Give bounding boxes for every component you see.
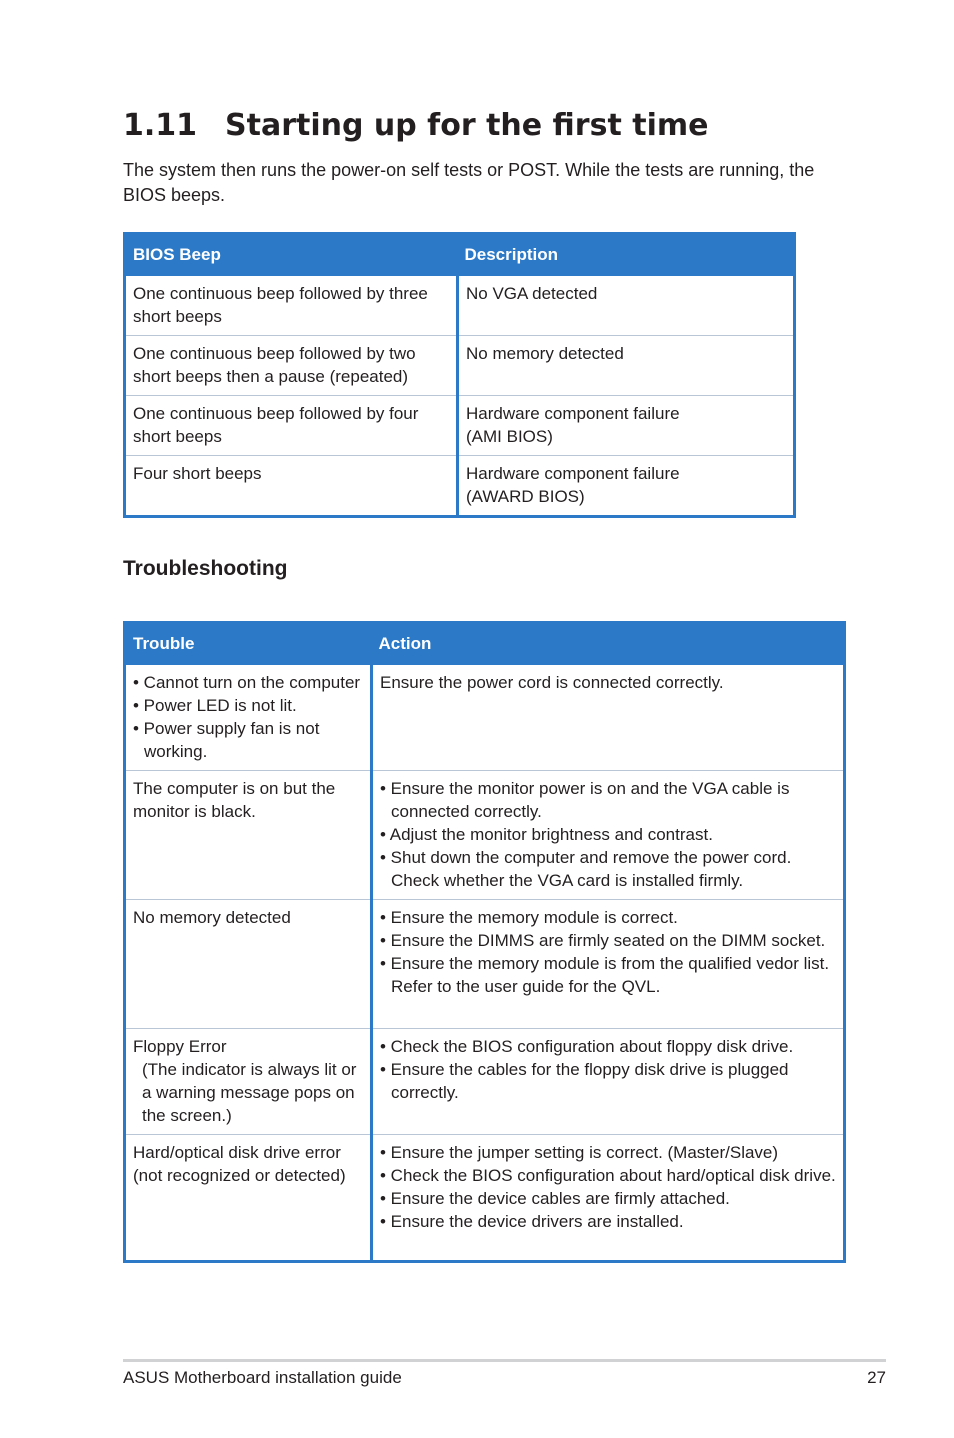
bullet-item: • Ensure the jumper setting is correct. (Master/Slave) (380, 1143, 779, 1162)
cell-line: One continuous beep followed by four (133, 404, 419, 423)
description-cell (458, 456, 795, 517)
bullet-item: • Ensure the cables for the floppy disk drive is plugged correctly. (380, 1060, 789, 1102)
table-row (125, 396, 795, 456)
cell-line: short beeps (133, 307, 222, 326)
cell-line: One continuous beep followed by two (133, 344, 416, 363)
troubleshooting-table (123, 621, 846, 1263)
table-row (125, 1029, 845, 1135)
table-row (125, 456, 795, 517)
bullet-item: • Ensure the device drivers are installed. (380, 1212, 684, 1231)
description-cell (458, 275, 795, 336)
cell-line: (AMI BIOS) (466, 427, 553, 446)
table-row (125, 900, 845, 1029)
bullet-item: • Power LED is not lit. (133, 696, 297, 715)
cell-line: Ensure the power cord is connected correctly. (380, 673, 724, 692)
beep-cell (125, 336, 458, 396)
footer-divider (123, 1359, 886, 1362)
trouble-cell (125, 1029, 372, 1135)
cell-line: (The indicator is always lit or a warning message pops on the screen.) (142, 1060, 357, 1125)
cell-line: (AWARD BIOS) (466, 487, 585, 506)
cell-line: monitor is black. (133, 802, 256, 821)
trouble-cell (125, 664, 372, 771)
table-header-row (125, 234, 795, 275)
description-cell (458, 336, 795, 396)
table-row (125, 336, 795, 396)
bullet-item: • Ensure the device cables are firmly attached. (380, 1189, 730, 1208)
bullet-item: • Ensure the DIMMS are firmly seated on the DIMM socket. (380, 931, 826, 950)
bullet-item: • Cannot turn on the computer (133, 673, 361, 692)
cell-line: Four short beeps (133, 464, 262, 483)
column-header-description: Description (458, 234, 795, 275)
cell-line: No memory detected (133, 908, 291, 927)
beep-cell (125, 275, 458, 336)
beep-cell (125, 396, 458, 456)
bullet-item: • Power supply fan is not working. (133, 719, 320, 761)
bullet-item: • Adjust the monitor brightness and contrast. (380, 825, 713, 844)
action-cell (372, 1135, 845, 1262)
trouble-cell (125, 900, 372, 1029)
intro-paragraph: The system then runs the power-on self tests or POST. While the tests are running, the BIOS beeps. (123, 160, 815, 205)
table-row (125, 771, 845, 900)
troubleshooting-heading: Troubleshooting (123, 557, 288, 580)
cell-line: Hardware component failure (466, 404, 680, 423)
cell-line: One continuous beep followed by three (133, 284, 428, 303)
trouble-cell (125, 1135, 372, 1262)
cell-line: short beeps (133, 427, 222, 446)
bios-beep-table (123, 232, 796, 518)
table-header-row (125, 623, 845, 664)
section-number: 1.11 (123, 108, 198, 143)
bullet-item: • Check the BIOS configuration about hard/optical disk drive. (380, 1166, 836, 1185)
cell-line: The computer is on but the (133, 779, 336, 798)
bullet-item: • Check the BIOS configuration about floppy disk drive. (380, 1037, 794, 1056)
description-cell (458, 396, 795, 456)
column-header-bios-beep: BIOS Beep (125, 234, 458, 275)
beep-cell (125, 456, 458, 517)
action-cell (372, 1029, 845, 1135)
column-header-trouble: Trouble (125, 623, 372, 664)
action-cell (372, 664, 845, 771)
bullet-item: • Ensure the memory module is correct. (380, 908, 678, 927)
trouble-cell (125, 771, 372, 900)
footer-document-title: ASUS Motherboard installation guide (123, 1368, 402, 1387)
cell-line: Floppy Error (133, 1037, 227, 1056)
page-title (123, 104, 708, 148)
table-row (125, 275, 795, 336)
action-cell (372, 900, 845, 1029)
cell-line: short beeps then a pause (repeated) (133, 367, 409, 386)
page-number: 27 (867, 1368, 886, 1387)
cell-line: Hardware component failure (466, 464, 680, 483)
cell-line: Hard/optical disk drive error (133, 1143, 341, 1162)
cell-line: No VGA detected (466, 284, 598, 303)
cell-line: No memory detected (466, 344, 624, 363)
bullet-item: • Ensure the memory module is from the qualified vedor list. Refer to the user guide for the QVL. (380, 954, 830, 996)
action-cell (372, 771, 845, 900)
column-header-action: Action (372, 623, 845, 664)
table-row (125, 1135, 845, 1262)
bullet-item: • Shut down the computer and remove the power cord. Check whether the VGA card is installed firmly. (380, 848, 792, 890)
table-row (125, 664, 845, 771)
cell-line: (not recognized or detected) (133, 1166, 346, 1185)
bullet-item: • Ensure the monitor power is on and the VGA cable is connected correctly. (380, 779, 790, 821)
section-title-text: Starting up for the first time (225, 108, 709, 143)
